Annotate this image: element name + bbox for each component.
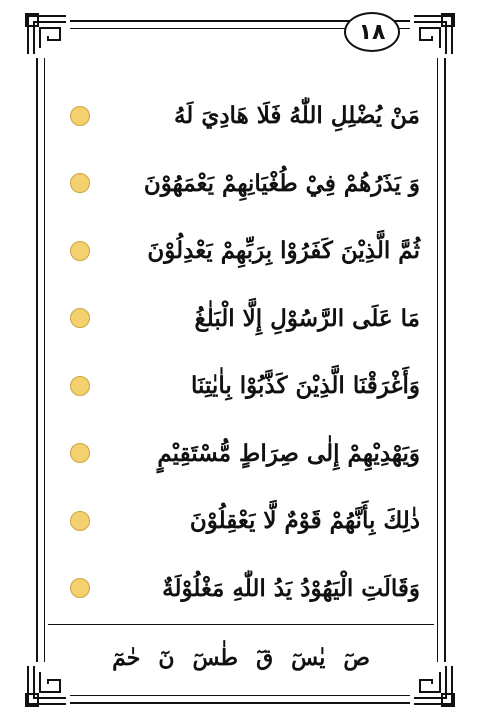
bullet-icon <box>70 578 90 598</box>
phrase-text: وَقَالَتِ الْيَهُوْدُ يَدُ اللّٰهِ مَغْلُوْلَةٌ <box>162 574 420 602</box>
bullet-icon <box>70 106 90 126</box>
phrase-list <box>70 82 420 622</box>
phrase-text: وَأَغْرَقْنَا الَّذِيْنَ كَذَّبُوْا بِاٰيٰتِنَا <box>191 372 420 400</box>
phrase-text: ذٰلِكَ بِأَنَّهُمْ قَوْمٌ لَّا يَعْقِلُوْنَ <box>189 507 420 535</box>
footer-letter: صٓ <box>343 645 370 671</box>
bullet-icon <box>70 241 90 261</box>
bullet-icon <box>70 308 90 328</box>
footer-letter: نٓ <box>158 645 175 671</box>
phrase-text: وَيَهْدِيْهِمْ إِلٰى صِرَاطٍ مُّسْتَقِيْمٍ <box>157 439 420 467</box>
list-item[interactable] <box>70 487 420 555</box>
list-item[interactable] <box>70 217 420 285</box>
phrase-text: وَ يَذَرُهُمْ فِيْ طُغْيَانِهِمْ يَعْمَهُوْنَ <box>143 169 420 197</box>
phrase-text: مَا عَلَى الرَّسُوْلِ إِلَّا الْبَلٰغُ <box>194 304 420 332</box>
list-item[interactable] <box>70 150 420 218</box>
list-item[interactable] <box>70 352 420 420</box>
footer-letter: طٰسٓ <box>192 645 239 671</box>
footer-letters <box>48 628 434 688</box>
bullet-icon <box>70 443 90 463</box>
phrase-text: ثُمَّ الَّذِيْنَ كَفَرُوْا بِرَبِّهِمْ يَعْدِلُوْنَ <box>147 237 420 265</box>
list-item[interactable] <box>70 420 420 488</box>
list-item[interactable] <box>70 82 420 150</box>
footer-letter: قٓ <box>256 645 274 671</box>
corner-ornament-top-left-icon <box>24 12 70 58</box>
list-item[interactable] <box>70 555 420 623</box>
footer-letter: حٰمٓ <box>112 645 141 671</box>
footer-divider <box>48 624 434 625</box>
bullet-icon <box>70 376 90 396</box>
phrase-text: مَنْ يُضْلِلِ اللّٰهُ فَلَا هَادِيَ لَهُ <box>173 102 420 130</box>
bullet-icon <box>70 511 90 531</box>
bullet-icon <box>70 173 90 193</box>
page-number: ١٨ <box>344 12 400 52</box>
corner-ornament-top-right-icon <box>410 12 456 58</box>
footer-letter: يٰسٓ <box>291 645 326 671</box>
list-item[interactable] <box>70 285 420 353</box>
